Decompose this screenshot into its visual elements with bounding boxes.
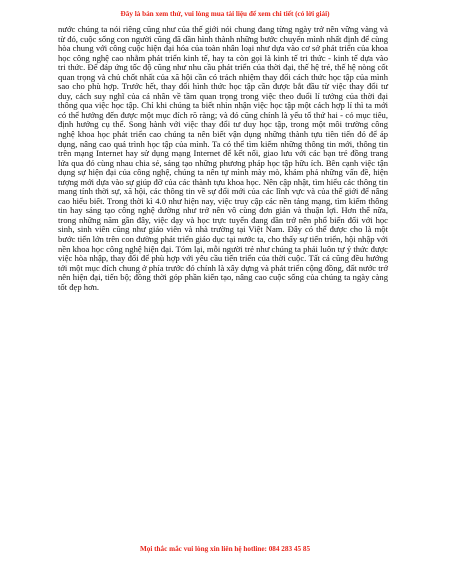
hotline-footer-banner: Mọi thắc mắc vui lòng xin liên hệ hotline: 084 283 45 85 — [139, 545, 311, 553]
preview-notice-banner: Đây là bản xem thử, vui lòng mua tài liệu để xem chi tiết (có lời giải) — [120, 10, 330, 18]
essay-body-paragraph: nước chúng ta nói riêng cũng như của thế giới nói chung đang từng ngày trở nên vững vàng và từ đó, cuộc sống con người cũng đã dần hình thành những bước chuyển mình nhất định để cùng hòa chung với công cuộc hiện đại hóa của toàn nhân loại như dựa vào cơ sở phát triển của khoa học công nghệ cao nhằm phát triển kinh tế, hay ta còn gọi là kinh tế tri thức - kinh tế dựa vào tri thức. Để đáp ứng tốc độ cũng như nhu cầu phát triển của thời đại, thế hệ trẻ, thế hệ nòng cốt quan trọng và chủ chốt nhất của xã hội cần có trách nhiệm thay đổi cách thức học tập của mình sao cho phù hợp. Trước hết, thay đổi hình thức học tập cần được bắt đầu từ việc thay đổi tư duy, cách suy nghĩ của cá nhân về tầm quan trọng trong việc theo đuổi lí tưởng của thời đại thông qua việc học tập. Chỉ khi chúng ta biết nhìn nhận việc học tập một cách hợp lí thì ta mới có thể hướng đến được một mục đích rõ ràng; và đó cũng chính là yếu tố thứ hai - có mục tiêu, định hướng cụ thể. Song hành với việc thay đổi tư duy học tập, trong một môi trường công nghệ khoa học phát triển cao chúng ta nên biết vận dụng những thành tựu tiên tiến đó để áp dụng, nâng cao quá trình học tập của mình. Ta có thể tìm kiếm những thông tin mới, thông tin trên mạng Internet hay sử dụng mạng Internet để kết nối, giao lưu với các bạn trẻ đồng trang lứa qua đó cùng nhau chia sẻ, sáng tạo những phương pháp học tập hữu ích. Bên cạnh việc tận dụng sự hiện đại của công nghệ, chúng ta nên tự mình mày mò, khám phá những vấn đề, hiện tượng mới dựa vào sự giúp đỡ của các thành tựu khoa học. Nên cập nhật, tìm hiểu các thông tin mang tính thời sự, xã hội, các thông tin về sự đổi mới của các lĩnh vực và của thế giới để nâng cao hiểu biết. Trong thời kì 4.0 như hiện nay, việc truy cập các nền tảng mạng, tìm kiếm thông tin hay sáng tạo công nghệ dường như trở nên vô cùng đơn giản và thuận lợi. Hơn thế nữa, trong những năm gần đây, việc dạy và học trực tuyến đang dần trở nên phổ biến đối với học sinh, sinh viên cũng như giáo viên và nhà trường tại Việt Nam. Đây có thể được cho là một bước tiến lớn trên con đường phát triển giáo dục tại nước ta, cho thấy sự tiến triển, hội nhập với nền khoa học công nghệ hiện đại. Tóm lại, mỗi người trẻ như chúng ta phải luôn tự ý thức được việc hòa nhập, thay đổi để phù hợp với yêu cầu tiến triển của thời cuộc. Tất cả cũng đều hướng tới một mục đích chung ở phía trước đó chính là xây dựng và phát triển cộng đồng, đất nước trở nên hiện đại, tiến bộ; đồng thời góp phần kiến tạo, nâng cao cuộc sống của chúng ta ngày càng tốt đẹp hơn. — [58, 24, 389, 292]
